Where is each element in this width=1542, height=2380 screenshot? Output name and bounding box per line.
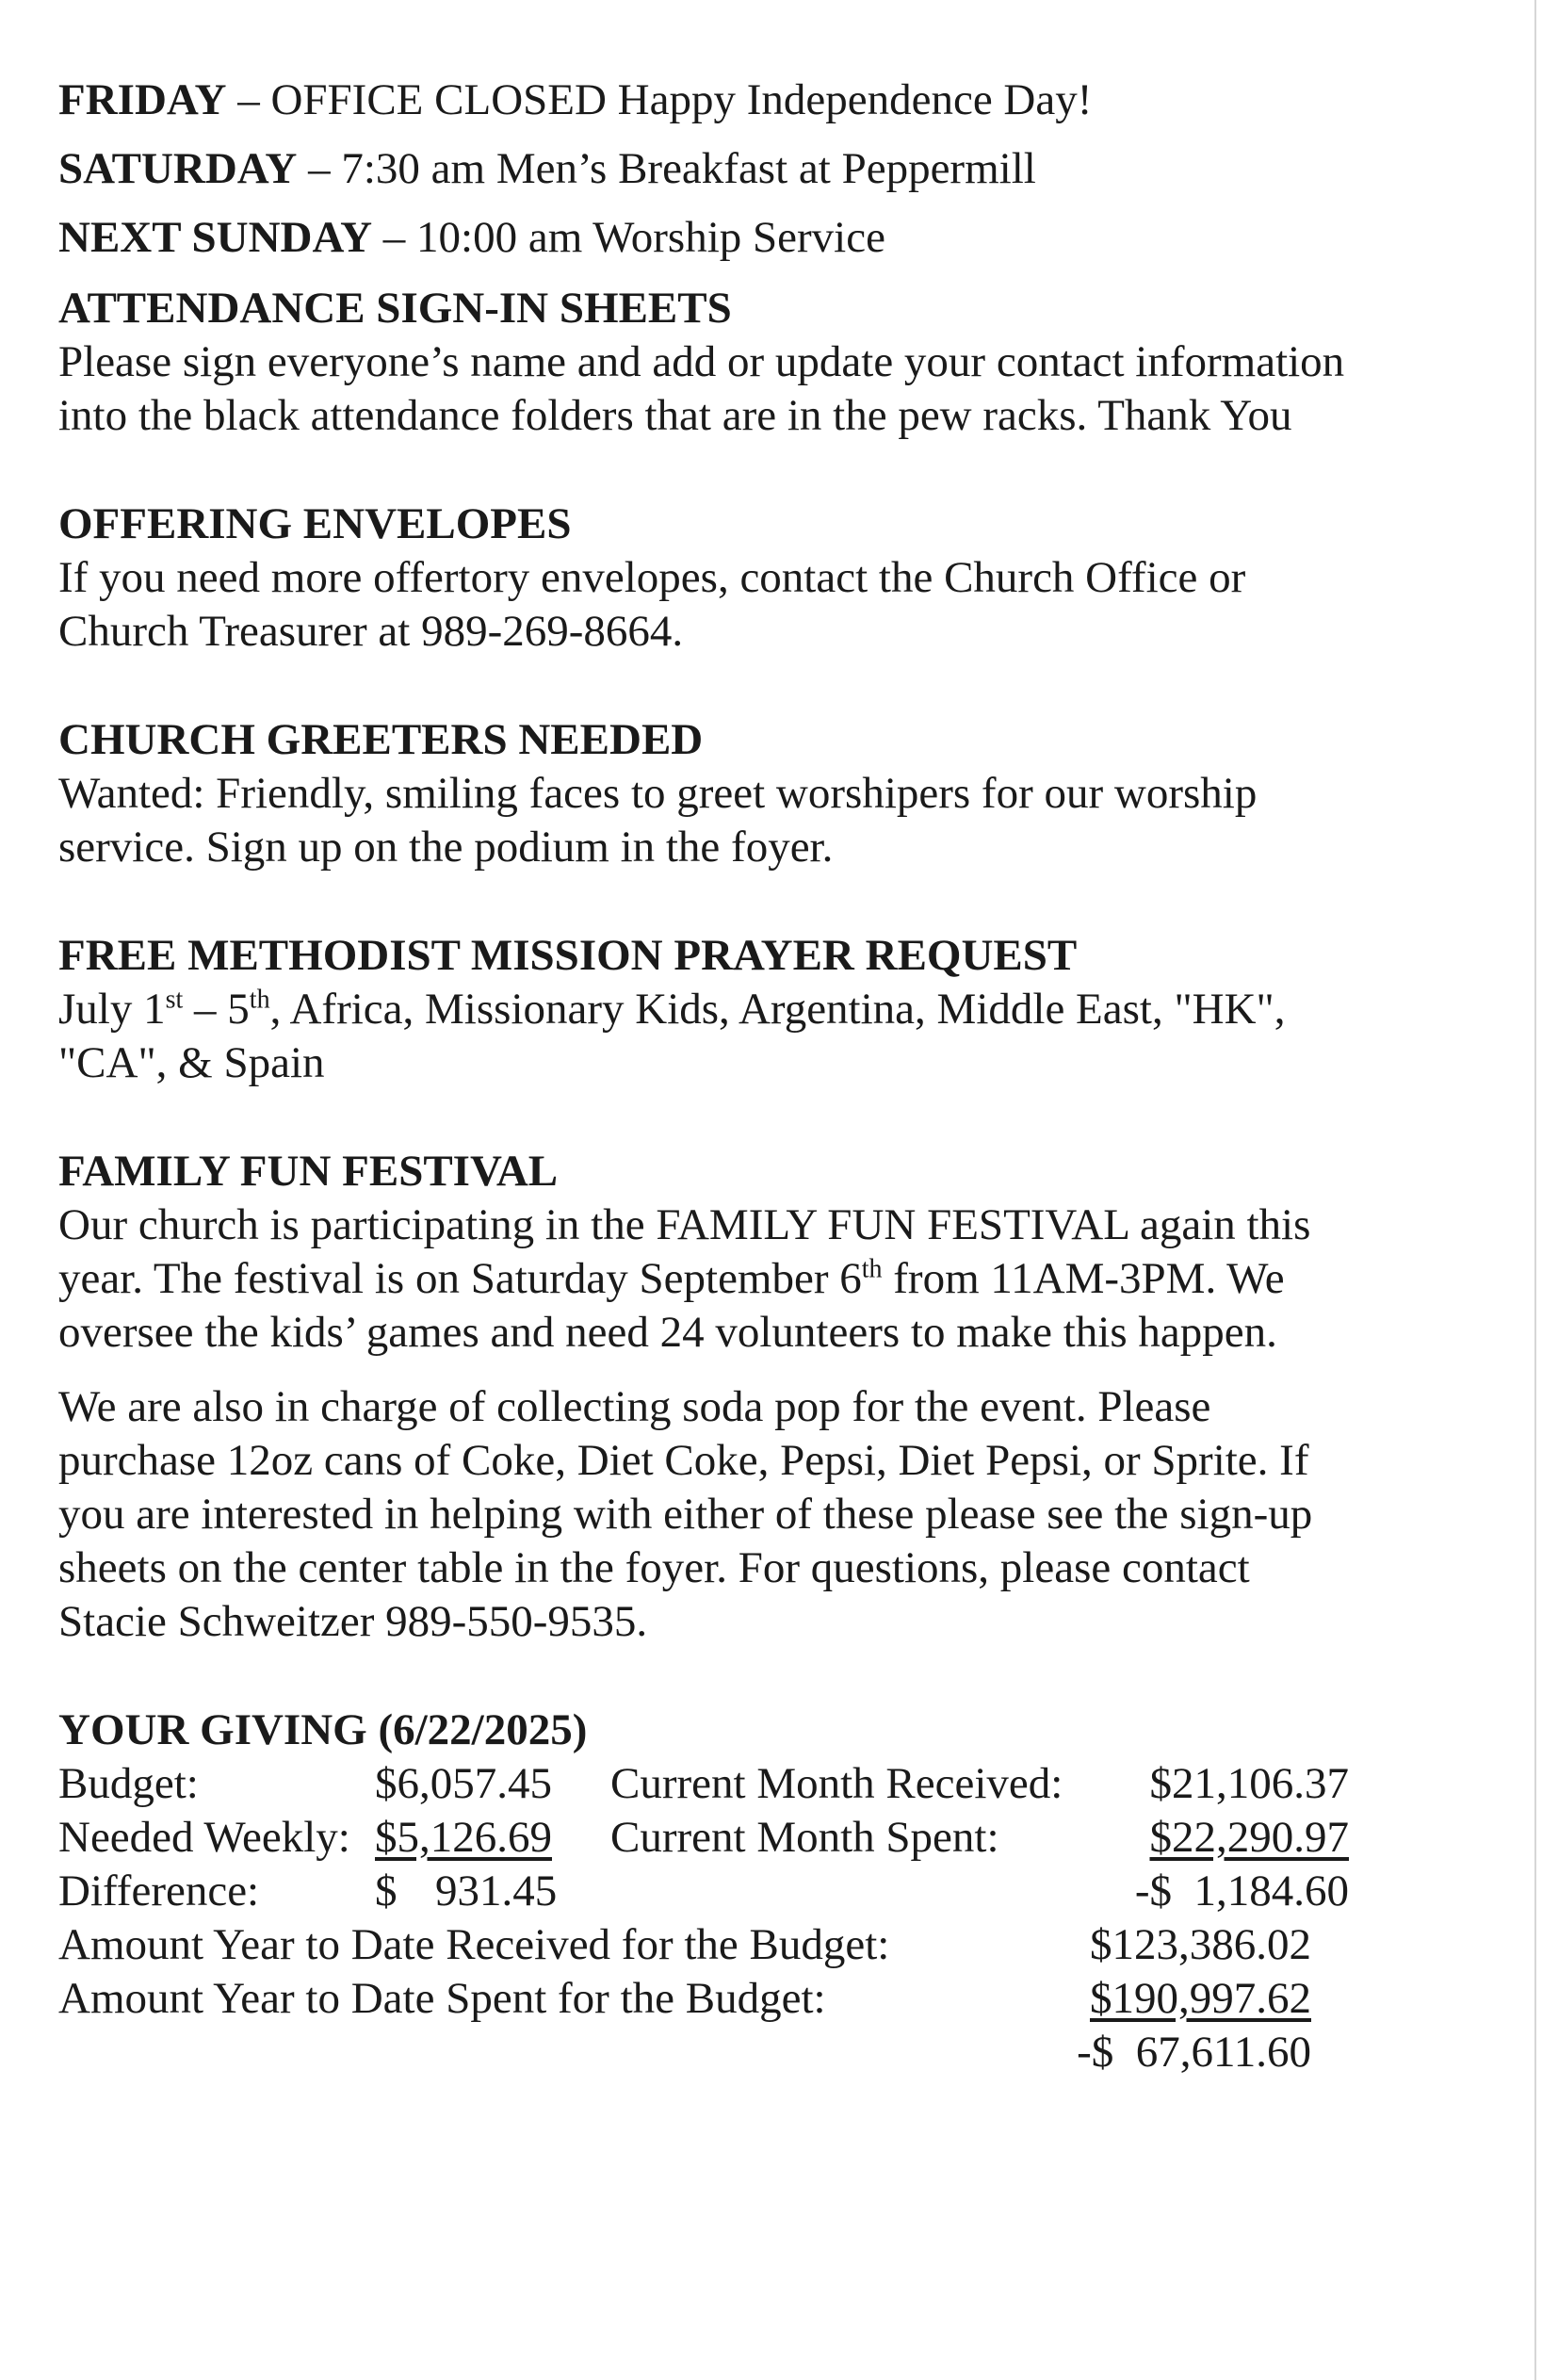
cm-spent-label: Current Month Spent: xyxy=(610,1813,999,1862)
festival-line: Our church is participating in the FAMILY FUN FESTIVAL again this xyxy=(58,1200,1311,1249)
day-text: OFFICE CLOSED Happy Independence Day! xyxy=(270,75,1093,124)
budget-label: Budget: xyxy=(58,1759,199,1808)
greeters-line: Wanted: Friendly, smiling faces to greet worshipers for our worship xyxy=(58,769,1258,818)
ordinal-suffix: st xyxy=(165,985,184,1015)
mission-line: "CA", & Spain xyxy=(58,1038,325,1087)
day-sep: – xyxy=(372,213,417,262)
schedule-next-sunday xyxy=(58,211,1434,265)
ytd-spent-value: $190,997.62 xyxy=(1090,1974,1311,2023)
festival-line: you are interested in helping with either of these please see the sign-up xyxy=(58,1490,1313,1539)
offering-line: If you need more offertory envelopes, contact the Church Office or xyxy=(58,553,1246,602)
day-sep: – xyxy=(226,75,271,124)
day-label: SATURDAY xyxy=(58,144,298,193)
ytd-spent-label: Amount Year to Date Spent for the Budget: xyxy=(58,1974,826,2023)
difference-currency: $ xyxy=(375,1867,398,1915)
ytd-received-label: Amount Year to Date Received for the Budget: xyxy=(58,1920,890,1969)
mission-title: FREE METHODIST MISSION PRAYER REQUEST xyxy=(58,931,1078,980)
difference-label: Difference: xyxy=(58,1867,260,1915)
mission-text: – 5 xyxy=(183,985,250,1034)
greeters-title: CHURCH GREETERS NEEDED xyxy=(58,715,704,764)
festival-line: Stacie Schweitzer 989-550-9535. xyxy=(58,1597,648,1646)
offering-line: Church Treasurer at 989-269-8664. xyxy=(58,607,684,656)
day-sep: – xyxy=(297,144,342,193)
budget-value: $6,057.45 xyxy=(375,1759,552,1808)
bulletin-page xyxy=(58,73,1434,2153)
needed-weekly-value: $5,126.69 xyxy=(375,1813,552,1862)
page-edge-line xyxy=(1534,0,1536,2380)
festival-line: We are also in charge of collecting soda pop for the event. Please xyxy=(58,1382,1211,1431)
ytd-received-value: $123,386.02 xyxy=(1090,1920,1311,1969)
giving-title: YOUR GIVING (6/22/2025) xyxy=(58,1705,588,1754)
festival-line: oversee the kids’ games and need 24 volunteers to make this happen. xyxy=(58,1308,1277,1357)
day-text: 10:00 am Worship Service xyxy=(416,213,885,262)
cm-spent-value: $22,290.97 xyxy=(1149,1813,1349,1862)
day-text: 7:30 am Men’s Breakfast at Peppermill xyxy=(341,144,1036,193)
festival-text: year. The festival is on Saturday September 6 xyxy=(58,1254,862,1303)
giving-table xyxy=(58,1757,1434,2153)
offering-title: OFFERING ENVELOPES xyxy=(58,499,572,548)
ordinal-suffix: th xyxy=(249,985,270,1015)
attendance-line: Please sign everyone’s name and add or update your contact information xyxy=(58,337,1345,386)
needed-weekly-label: Needed Weekly: xyxy=(58,1813,350,1862)
mission-line xyxy=(58,983,1434,1036)
festival-line: sheets on the center table in the foyer. For questions, please contact xyxy=(58,1543,1250,1592)
day-label: NEXT SUNDAY xyxy=(58,213,373,262)
cm-difference-value: -$ 1,184.60 xyxy=(1134,1867,1349,1915)
ytd-difference-value: -$ 67,611.60 xyxy=(1077,2028,1311,2077)
cm-received-value: $21,106.37 xyxy=(1149,1759,1349,1808)
day-label: FRIDAY xyxy=(58,75,227,124)
cm-received-label: Current Month Received: xyxy=(610,1759,1063,1808)
schedule-friday xyxy=(58,73,1434,127)
difference-value: 931.45 xyxy=(435,1867,558,1915)
attendance-line: into the black attendance folders that are in the pew racks. Thank You xyxy=(58,391,1292,440)
greeters-line: service. Sign up on the podium in the foyer. xyxy=(58,823,834,872)
schedule-saturday xyxy=(58,142,1434,196)
mission-text: July 1 xyxy=(58,985,166,1034)
attendance-title: ATTENDANCE SIGN-IN SHEETS xyxy=(58,284,732,333)
festival-text: from 11AM-3PM. We xyxy=(882,1254,1285,1303)
ordinal-suffix: th xyxy=(861,1254,883,1284)
mission-text: , Africa, Missionary Kids, Argentina, Middle East, "HK", xyxy=(269,985,1286,1034)
festival-title: FAMILY FUN FESTIVAL xyxy=(58,1147,559,1196)
festival-line xyxy=(58,1252,1434,1306)
festival-line: purchase 12oz cans of Coke, Diet Coke, Pepsi, Diet Pepsi, or Sprite. If xyxy=(58,1436,1309,1485)
